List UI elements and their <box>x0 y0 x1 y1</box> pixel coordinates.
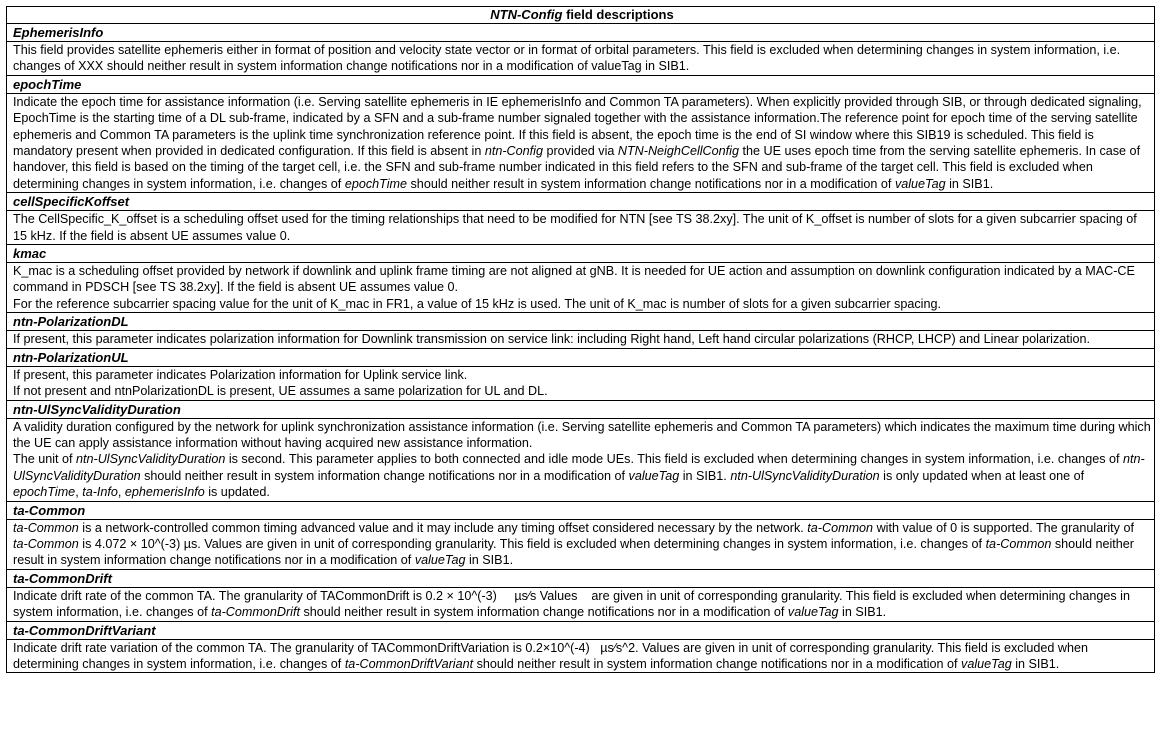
field-description-paragraph <box>13 263 1151 296</box>
description-text: is only updated when at least one of <box>879 468 1088 483</box>
field-description-cell <box>7 366 1155 400</box>
description-text: in SIB1. <box>679 468 731 483</box>
field-description-paragraph <box>13 211 1151 244</box>
italic-term: ntn-Config <box>484 144 543 159</box>
italic-term: ta-CommonDriftVariant <box>344 656 474 671</box>
description-text: For the reference subcarrier spacing value for the unit of K_mac in FR1, a value of 15 kHz is used. The unit of K_mac is number of slots for a given subcarrier spacing. <box>13 296 941 311</box>
description-text: If not present and ntnPolarizationDL is present, UE assumes a same polarization for UL and DL. <box>13 384 548 399</box>
description-text: , <box>75 485 83 500</box>
field-name: ta-CommonDriftVariant <box>7 621 1155 639</box>
field-name: ta-CommonDrift <box>7 569 1155 587</box>
field-description-paragraph <box>13 588 1151 621</box>
italic-term: ephemerisInfo <box>124 485 205 500</box>
field-name-row <box>7 193 1155 211</box>
field-name: ntn-PolarizationUL <box>7 348 1155 366</box>
italic-term: ta-CommonDrift <box>211 605 300 620</box>
description-text: is 4.072 × 10^(-3) µs. Values are given in unit of corresponding granularity. This field is excluded when determining changes in system information, i.e. changes of <box>78 536 986 551</box>
table-title-ie-name: NTN-Config <box>490 7 563 22</box>
field-description-cell <box>7 519 1155 569</box>
field-description-paragraph <box>13 383 1151 399</box>
field-description-row <box>7 587 1155 621</box>
italic-term: ntn-UlSyncValidityDuration <box>76 452 226 467</box>
description-text: This field provides satellite ephemeris either in format of position and velocity state vector or in format of orbital parameters. This field is excluded when determining changes in system information, i.e. changes of XXX should neither result in system information change notifications nor in a modification of valueTag in SIB1. <box>13 43 1124 74</box>
italic-term: ta-Common <box>807 520 874 535</box>
field-description-row <box>7 211 1155 245</box>
table-title <box>7 7 1155 24</box>
description-text: Indicate drift rate variation of the common TA. The granularity of TACommonDriftVariation is 0.2×10^(-4) µs⁄s^2. Values are given in unit of corresponding granularity. This field is excluded when determining changes in system information, i.e. changes of <box>13 640 1092 671</box>
description-text: in SIB1. <box>465 553 514 568</box>
italic-term: valueTag <box>414 553 466 568</box>
field-description-paragraph <box>13 331 1151 347</box>
field-description-cell <box>7 211 1155 245</box>
field-description-cell <box>7 42 1155 76</box>
field-name-row <box>7 621 1155 639</box>
description-text: in SIB1. <box>838 605 887 620</box>
italic-term: ta-Common <box>13 520 79 535</box>
field-name-row <box>7 75 1155 93</box>
field-name-row <box>7 313 1155 331</box>
description-text: in SIB1. <box>945 176 994 191</box>
italic-term: ntn-UlSyncValidityDuration <box>730 468 880 483</box>
description-text: The unit of <box>13 452 77 467</box>
italic-term: ntn-UlSyncValidityDuration <box>13 452 1145 483</box>
description-text: is a network-controlled common timing advanced value and it may include any timing offset considered necessary by the network. <box>78 520 808 535</box>
field-description-row <box>7 331 1155 348</box>
italic-term: valueTag <box>628 468 680 483</box>
description-text: Indicate the epoch time for assistance information (i.e. Serving satellite ephemeris in IE ephemerisInfo and Common TA parameters). When explicitly provided through SIB, or through dedicated signaling, EpochTime is the starting time of a DL sub-frame, indicated by a SFN and a sub-frame number signaled together with the assistance information.The reference point for epoch time of the serving satellite ephemeris and Common TA parameters is the uplink time synchronization reference point. If this field is absent, the epoch time is the end of SI window where this SIB19 is scheduled. This field is mandatory present when provided in dedicated configuration. If this field is absent in <box>13 94 1146 159</box>
field-description-row <box>7 42 1155 76</box>
field-description-paragraph <box>13 42 1151 75</box>
italic-term: ta-Common <box>985 536 1052 551</box>
field-description-cell <box>7 418 1155 501</box>
field-description-row <box>7 519 1155 569</box>
description-text: provided via <box>542 144 618 159</box>
field-name: EphemerisInfo <box>7 24 1155 42</box>
italic-term: ta-Info <box>82 485 118 500</box>
field-description-cell <box>7 263 1155 313</box>
field-name: cellSpecificKoffset <box>7 193 1155 211</box>
description-text: Indicate drift rate of the common TA. The granularity of TACommonDrift is 0.2 × 10^(-3) µs⁄s Values are given in unit of corresponding granularity. This field is excluded when determining changes in system information, i.e. changes of <box>13 588 1134 620</box>
field-name-row <box>7 348 1155 366</box>
field-description-row <box>7 263 1155 313</box>
italic-term: NTN-NeighCellConfig <box>617 144 739 159</box>
field-description-paragraph <box>13 367 1151 383</box>
italic-term: ta-Common <box>13 536 79 551</box>
description-text: the UE uses epoch time from the serving satellite ephemeris. In case of handover, this field is based on the timing of the target cell, i.e. the SFN and sub-frame number indicated in this field refers to the SFN and sub-frame of the target cell. This field is excluded when determining changes in system information, i.e. changes of <box>13 144 1144 191</box>
description-text: is second. This parameter applies to both connected and idle mode UEs. This field is excluded when determining changes in system information, i.e. changes of <box>225 452 1124 467</box>
italic-term: epochTime <box>13 485 76 500</box>
field-description-cell <box>7 587 1155 621</box>
field-description-row <box>7 93 1155 192</box>
field-description-paragraph <box>13 296 1151 312</box>
field-name-row <box>7 501 1155 519</box>
field-description-row <box>7 366 1155 400</box>
table-body <box>7 24 1155 673</box>
field-description-paragraph <box>13 451 1151 500</box>
field-name-row <box>7 24 1155 42</box>
field-descriptions-table <box>6 6 1155 673</box>
description-text: should neither result in system information change notifications nor in a modification of <box>13 536 1138 568</box>
field-name: kmac <box>7 245 1155 263</box>
field-name-row <box>7 400 1155 418</box>
description-text: K_mac is a scheduling offset provided by network if downlink and uplink frame timing are not aligned at gNB. It is needed for UE action and assumption on downlink configuration indicated by a MAC-CE command in PDSCH [see TS 38.2xy]. If the field is absent UE assumes value 0. <box>13 264 1139 295</box>
field-description-cell <box>7 93 1155 192</box>
description-text: The CellSpecific_K_offset is a scheduling offset used for the timing relationships that need to be modified for NTN [see TS 38.2xy]. The unit of K_offset is number of slots for a given subcarrier spacing of 15 kHz. If the field is absent UE assumes value 0. <box>13 212 1141 243</box>
field-description-paragraph <box>13 520 1151 569</box>
description-text: If present, this parameter indicates Polarization information for Uplink service link. <box>13 367 468 382</box>
italic-term: valueTag <box>894 176 946 191</box>
table-header-row <box>7 7 1155 24</box>
italic-term: epochTime <box>344 176 408 191</box>
field-name: epochTime <box>7 75 1155 93</box>
italic-term: valueTag <box>787 605 839 620</box>
field-description-row <box>7 418 1155 501</box>
field-name: ntn-UlSyncValidityDuration <box>7 400 1155 418</box>
description-text: should neither result in system information change notifications nor in a modification of <box>473 656 962 671</box>
description-text: should neither result in system information change notifications nor in a modification of <box>407 176 895 191</box>
description-text: in SIB1. <box>1011 656 1060 671</box>
italic-term: valueTag <box>961 656 1012 671</box>
field-description-cell <box>7 639 1155 673</box>
table-title-suffix: field descriptions <box>562 7 674 22</box>
description-text: is updated. <box>204 485 270 500</box>
field-name: ta-Common <box>7 501 1155 519</box>
description-text: should neither result in system information change notifications nor in a modification of <box>140 468 629 483</box>
field-description-paragraph <box>13 94 1151 192</box>
description-text: If present, this parameter indicates polarization information for Downlink transmission on service link: including Right hand, Left hand circular polarizations (RHCP, LHCP) and Linear polarization. <box>13 332 1091 347</box>
document-area <box>6 6 1155 673</box>
field-description-paragraph <box>13 640 1151 673</box>
description-text: with value of 0 is supported. The granularity of <box>873 520 1138 535</box>
field-name-row <box>7 245 1155 263</box>
description-text: A validity duration configured by the network for uplink synchronization assistance information (i.e. Serving satellite ephemeris and Common TA parameters) which indicates the maximum time during which the UE can apply assistance information without having acquired new assistance information. <box>13 419 1155 450</box>
description-text: should neither result in system information change notifications nor in a modification of <box>299 605 788 620</box>
field-name-row <box>7 569 1155 587</box>
field-description-paragraph <box>13 419 1155 452</box>
field-description-cell <box>7 331 1155 348</box>
description-text: , <box>117 485 125 500</box>
field-description-row <box>7 639 1155 673</box>
field-name: ntn-PolarizationDL <box>7 313 1155 331</box>
